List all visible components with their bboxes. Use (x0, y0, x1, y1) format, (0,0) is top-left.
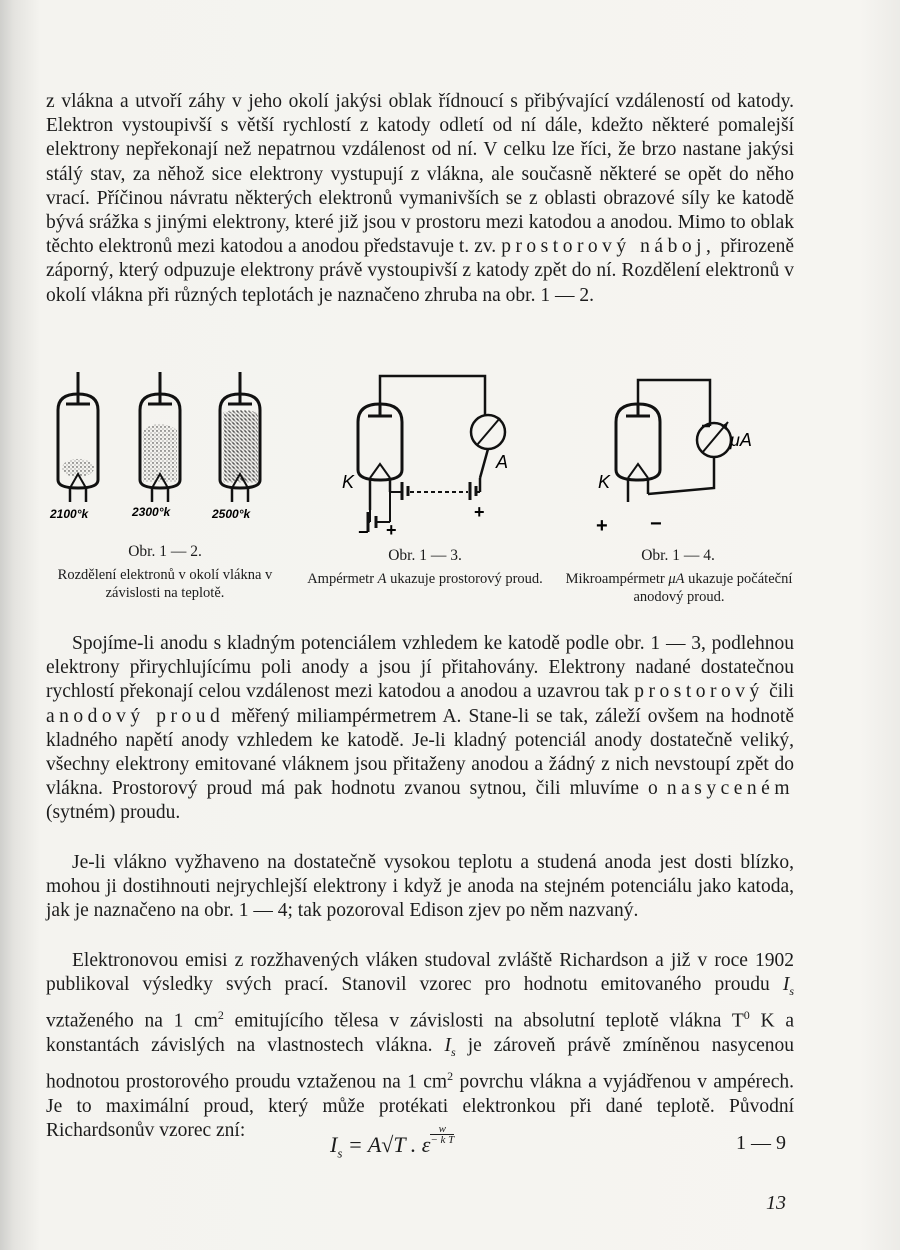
paragraph-text: Spojíme-li anodu s kladným potenciálem vzhledem ke katodě podle obr. 1 — 3, podlehnou elektrony přirychlujícímu poli anody a jsou jí přitahovány. Elektrony nadané dostatečnou rychlostí překonají celou vzdálenost mezi katodou a anodou a uzavrou tak (46, 633, 794, 703)
paragraph-edison: Je-li vlákno vyžhaveno na dostatečně vysokou teplotu a studená anoda jest dosti blízko, mohou ji dostihnouti nejrychlejší elektrony i když je anoda na stejném potenciálu jako katoda, jak je naznačeno na obr. 1 — 4; tak pozoroval Edison zjev po něm nazvaný. (46, 852, 794, 922)
spaced-term: prostorový náboj, (501, 236, 716, 258)
symbol-I: I (782, 974, 790, 996)
plus-sign-heater: + (386, 520, 397, 540)
spaced-term: nasyceném (666, 778, 794, 800)
caption-text: ukazuje prostorový proud. (390, 571, 543, 587)
paragraph-text: vztaženého na 1 cm (46, 1010, 218, 1032)
figure-1-3-number: Obr. 1 — 3. (388, 547, 462, 564)
figure-1-3-caption (306, 570, 544, 588)
paragraph-continuation (46, 90, 794, 308)
richardson-formula (330, 1123, 455, 1161)
paragraph-text: čili (769, 681, 795, 703)
caption-text: Ampérmetr (307, 571, 375, 587)
temp-label-3: 2500°k (212, 507, 251, 521)
page-number: 13 (766, 1192, 786, 1214)
figure-1-2-number: Obr. 1 — 2. (128, 543, 202, 560)
subscript-s: s (789, 984, 795, 999)
paragraph-text: přirozeně záporný, který odpuzuje elektrony právě vystoupivší z katody zpět do ní. Rozdělení elektronů v okolí vlákna při různých teplotách je naznačeno zhruba na obr. 1 — 2. (46, 236, 794, 306)
ammeter-label: A (496, 452, 509, 472)
paragraph-text: povrchu vlákna a vyjádřenou v ampérech. Je to maximální proud, který může protékati elektronkou při dané teplotě. Původní Richardsonův vzorec zní: (46, 1071, 794, 1141)
symbol-I: I (444, 1035, 451, 1056)
figure-1-2-diagram (40, 370, 300, 530)
paragraph-text: (sytném) proudu. (46, 802, 181, 824)
paragraph-text: K a konstantách závislých na vlastnostech vlákna. (46, 1010, 794, 1056)
superscript-2: 2 (217, 1008, 224, 1023)
caption-text: ukazuje počáteční anodový proud. (633, 571, 793, 605)
superscript-2: 2 (447, 1069, 454, 1084)
formula-lhs: I (330, 1132, 338, 1157)
caption-text: Mikroampérmetr (565, 571, 665, 587)
formula-lhs-subscript: s (337, 1145, 343, 1161)
spaced-term: anodový proud (46, 705, 225, 727)
formula-rhs: = A√T . ε (347, 1132, 431, 1157)
superscript-0: 0 (743, 1008, 750, 1023)
exponent-denominator: − k T (430, 1134, 455, 1146)
spaced-term: prostorový (634, 681, 764, 703)
plus-sign-anode: + (474, 502, 485, 522)
exponent-numerator: w (438, 1123, 446, 1135)
paragraph-richardson (46, 949, 794, 1143)
paragraph-text: Elektronovou emisi z rozžhavených vláken studoval zvláště Richardson a již v roce 1902 publikoval výsledky svých prací. Stanovil vzorec pro hodnotu emitovaného proudu (46, 950, 794, 996)
equation-number: 1 — 9 (736, 1132, 786, 1154)
microammeter-label: μA (730, 430, 752, 450)
tube-2500 (220, 372, 260, 502)
figure-1-4-diagram (590, 370, 790, 540)
paragraph-text: z vlákna a utvoří záhy v jeho okolí jakýsi oblak řídnoucí s přibývající vzdáleností od katody. Elektron vystoupivší s větší rychlostí z katody odletí od ní dále, kdežto některé pomalejší elektrony nepřekonají než nepatrnou vzdálenost od ní. V celku lze říci, že brzo nastane jakýsi stálý stav, za něhož sice elektrony vystupují z vlákna, ale současně některé se opět do něho vrací. Příčinou návratu některých elektronů vymanivších se z oblasti obrazové síly ke katodě bývá srážka s jinými elektrony, které již jsou v prostoru mezi katodou a anodou. Mimo to oblak těchto elektronů mezi katodou a anodou představuje t. zv. (46, 91, 794, 258)
figure-1-4-caption (562, 570, 796, 606)
formula-exponent (430, 1124, 454, 1146)
paragraph-space-current (46, 632, 794, 826)
caption-symbol: μA (668, 571, 685, 587)
minus-sign: − (358, 522, 369, 540)
temp-label-2: 2300°k (132, 505, 171, 519)
tube-2100 (58, 372, 98, 502)
cathode-label: K (342, 472, 355, 492)
figure-1-4-number: Obr. 1 — 4. (641, 547, 715, 564)
figure-1-2-caption: Rozdělení elektronů v okolí vlákna v závislosti na teplotě. (57, 567, 273, 601)
plus-sign: + (596, 515, 608, 537)
temp-label-1: 2100°k (50, 507, 89, 521)
paragraph-text: měřený miliampérmetrem A. Stane-li se tak, záleží ovšem na hodnotě kladného napětí anody vzhledem ke katodě. Je-li kladný potenciál anody dostatečně veliký, všechny elektrony emitované vláknem jsou přitaženy anodou a žádný z nich nevstoupí zpět do vlákna. Prostorový proud má pak hodnotu zvanou sytnou, čili mluvíme o (46, 705, 794, 800)
tube-2300 (140, 372, 180, 502)
paragraph-text: je zároveň právě zmíněnou nasycenou hodnotou prostorového proudu vztaženou na 1 cm (46, 1035, 795, 1093)
minus-sign: − (650, 513, 662, 535)
paragraph-text: emitujícího tělesa v závislosti na absolutní teplotě vlákna T (234, 1010, 744, 1032)
subscript-s: s (451, 1044, 456, 1059)
caption-symbol: A (377, 571, 387, 587)
figure-1-3-diagram (330, 370, 540, 540)
cathode-label: K (598, 472, 611, 492)
